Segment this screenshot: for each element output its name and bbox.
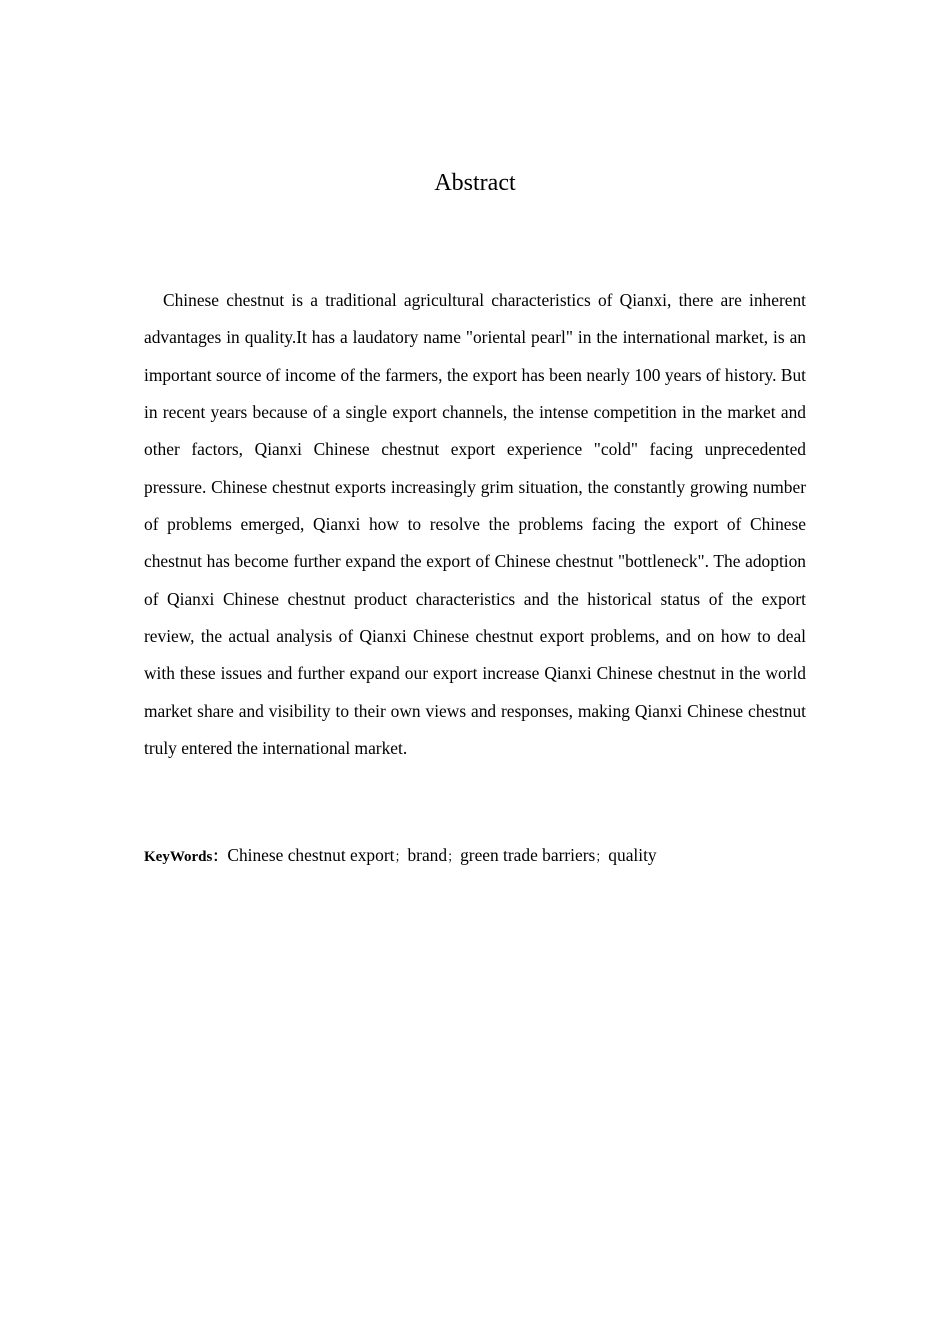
keywords-label: KeyWords： <box>144 849 228 865</box>
keywords-line <box>144 840 806 873</box>
keyword-item: brand <box>407 845 448 865</box>
keyword-item: green trade barriers <box>460 845 596 865</box>
keyword-item: quality <box>608 845 657 865</box>
keyword-item: Chinese chestnut export <box>227 845 395 865</box>
keyword-separator: ； <box>595 850 609 865</box>
keyword-separator: ； <box>447 850 461 865</box>
abstract-title: Abstract <box>434 170 516 196</box>
keyword-separator: ； <box>394 850 408 865</box>
abstract-paragraph: Chinese chestnut is a traditional agricultural characteristics of Qianxi, there are inherent advantages in quality.It has a laudatory name "oriental pearl" in the international market, is an important source of income of the farmers, the export has been nearly 100 years of history. But in recent years because of a single export channels, the intense competition in the market and other factors, Qianxi Chinese chestnut export experience "cold" facing unprecedented pressure. Chinese chestnut exports increasingly grim situation, the constantly growing number of problems emerged, Qianxi how to resolve the problems facing the export of Chinese chestnut has become further expand the export of Chinese chestnut "bottleneck". The adoption of Qianxi Chinese chestnut product characteristics and the historical status of the export review, the actual analysis of Qianxi Chinese chestnut export problems, and on how to deal with these issues and further expand our export increase Qianxi Chinese chestnut in the world market share and visibility to their own views and responses, making Qianxi Chinese chestnut truly entered the international market. <box>144 290 806 759</box>
